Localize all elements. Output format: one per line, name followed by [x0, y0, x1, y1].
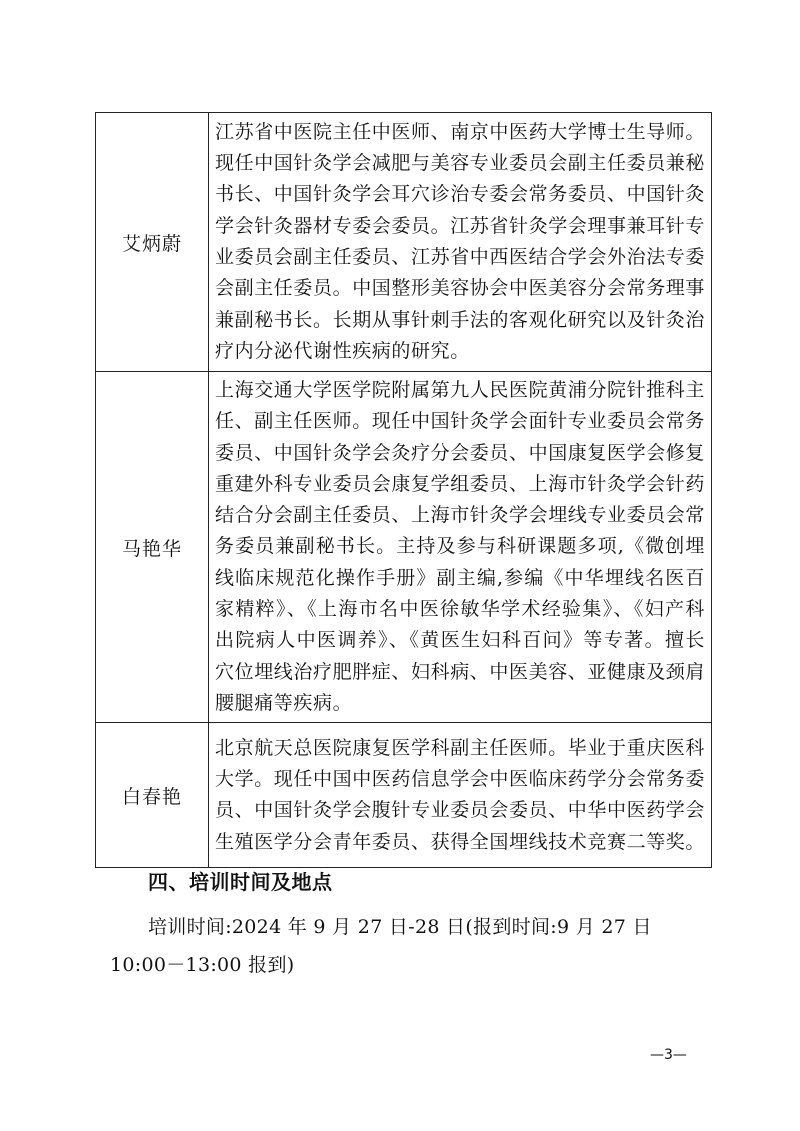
trainer-table — [95, 112, 712, 868]
table-row — [96, 723, 712, 868]
trainer-bio: 北京航天总医院康复医学科副主任医师。毕业于重庆医科大学。现任中国中医药信息学会中医临床药学分会常务委员、中国针灸学会腹针专业委员会委员、中华中医药学会生殖医学分会青年委员、获得全国埋线技术竞赛二等奖。 — [209, 723, 712, 868]
table-row — [96, 372, 712, 723]
table-row — [96, 113, 712, 372]
trainer-name: 马艳华 — [96, 372, 209, 723]
trainer-name: 艾炳蔚 — [96, 113, 209, 372]
page-number: —3— — [650, 1047, 687, 1063]
section-heading: 四、培训时间及地点 — [148, 870, 333, 894]
trainer-bio: 江苏省中医院主任中医师、南京中医药大学博士生导师。现任中国针灸学会减肥与美容专业委员会副主任委员兼秘书长、中国针灸学会耳穴诊治专委会常务委员、中国针灸学会针灸器材专委会委员。江苏省针灸学会理事兼耳针专业委员会副主任委员、江苏省中西医结合学会外治法专委会副主任委员。中国整形美容协会中医美容分会常务理事兼副秘书长。长期从事针刺手法的客观化研究以及针灸治疗内分泌代谢性疾病的研究。 — [209, 113, 712, 372]
training-time-paragraph: 培训时间:2024 年 9 月 27 日-28 日(报到时间:9 月 27 日 10:00－13:00 报到) — [110, 916, 652, 976]
trainer-name: 白春艳 — [96, 723, 209, 868]
trainer-bio: 上海交通大学医学院附属第九人民医院黄浦分院针推科主任、副主任医师。现任中国针灸学会面针专业委员会常务委员、中国针灸学会灸疗分会委员、中国康复医学会修复重建外科专业委员会康复学组委员、上海市针灸学会针药结合分会副主任委员、上海市针灸学会埋线专业委员会常务委员兼副秘书长。主持及参与科研课题多项,《微创埋线临床规范化操作手册》副主编,参编《中华埋线名医百家精粹》、《上海市名中医徐敏华学术经验集》、《妇产科出院病人中医调养》、《黄医生妇科百问》等专著。擅长穴位埋线治疗肥胖症、妇科病、中医美容、亚健康及颈肩腰腿痛等疾病。 — [209, 372, 712, 723]
